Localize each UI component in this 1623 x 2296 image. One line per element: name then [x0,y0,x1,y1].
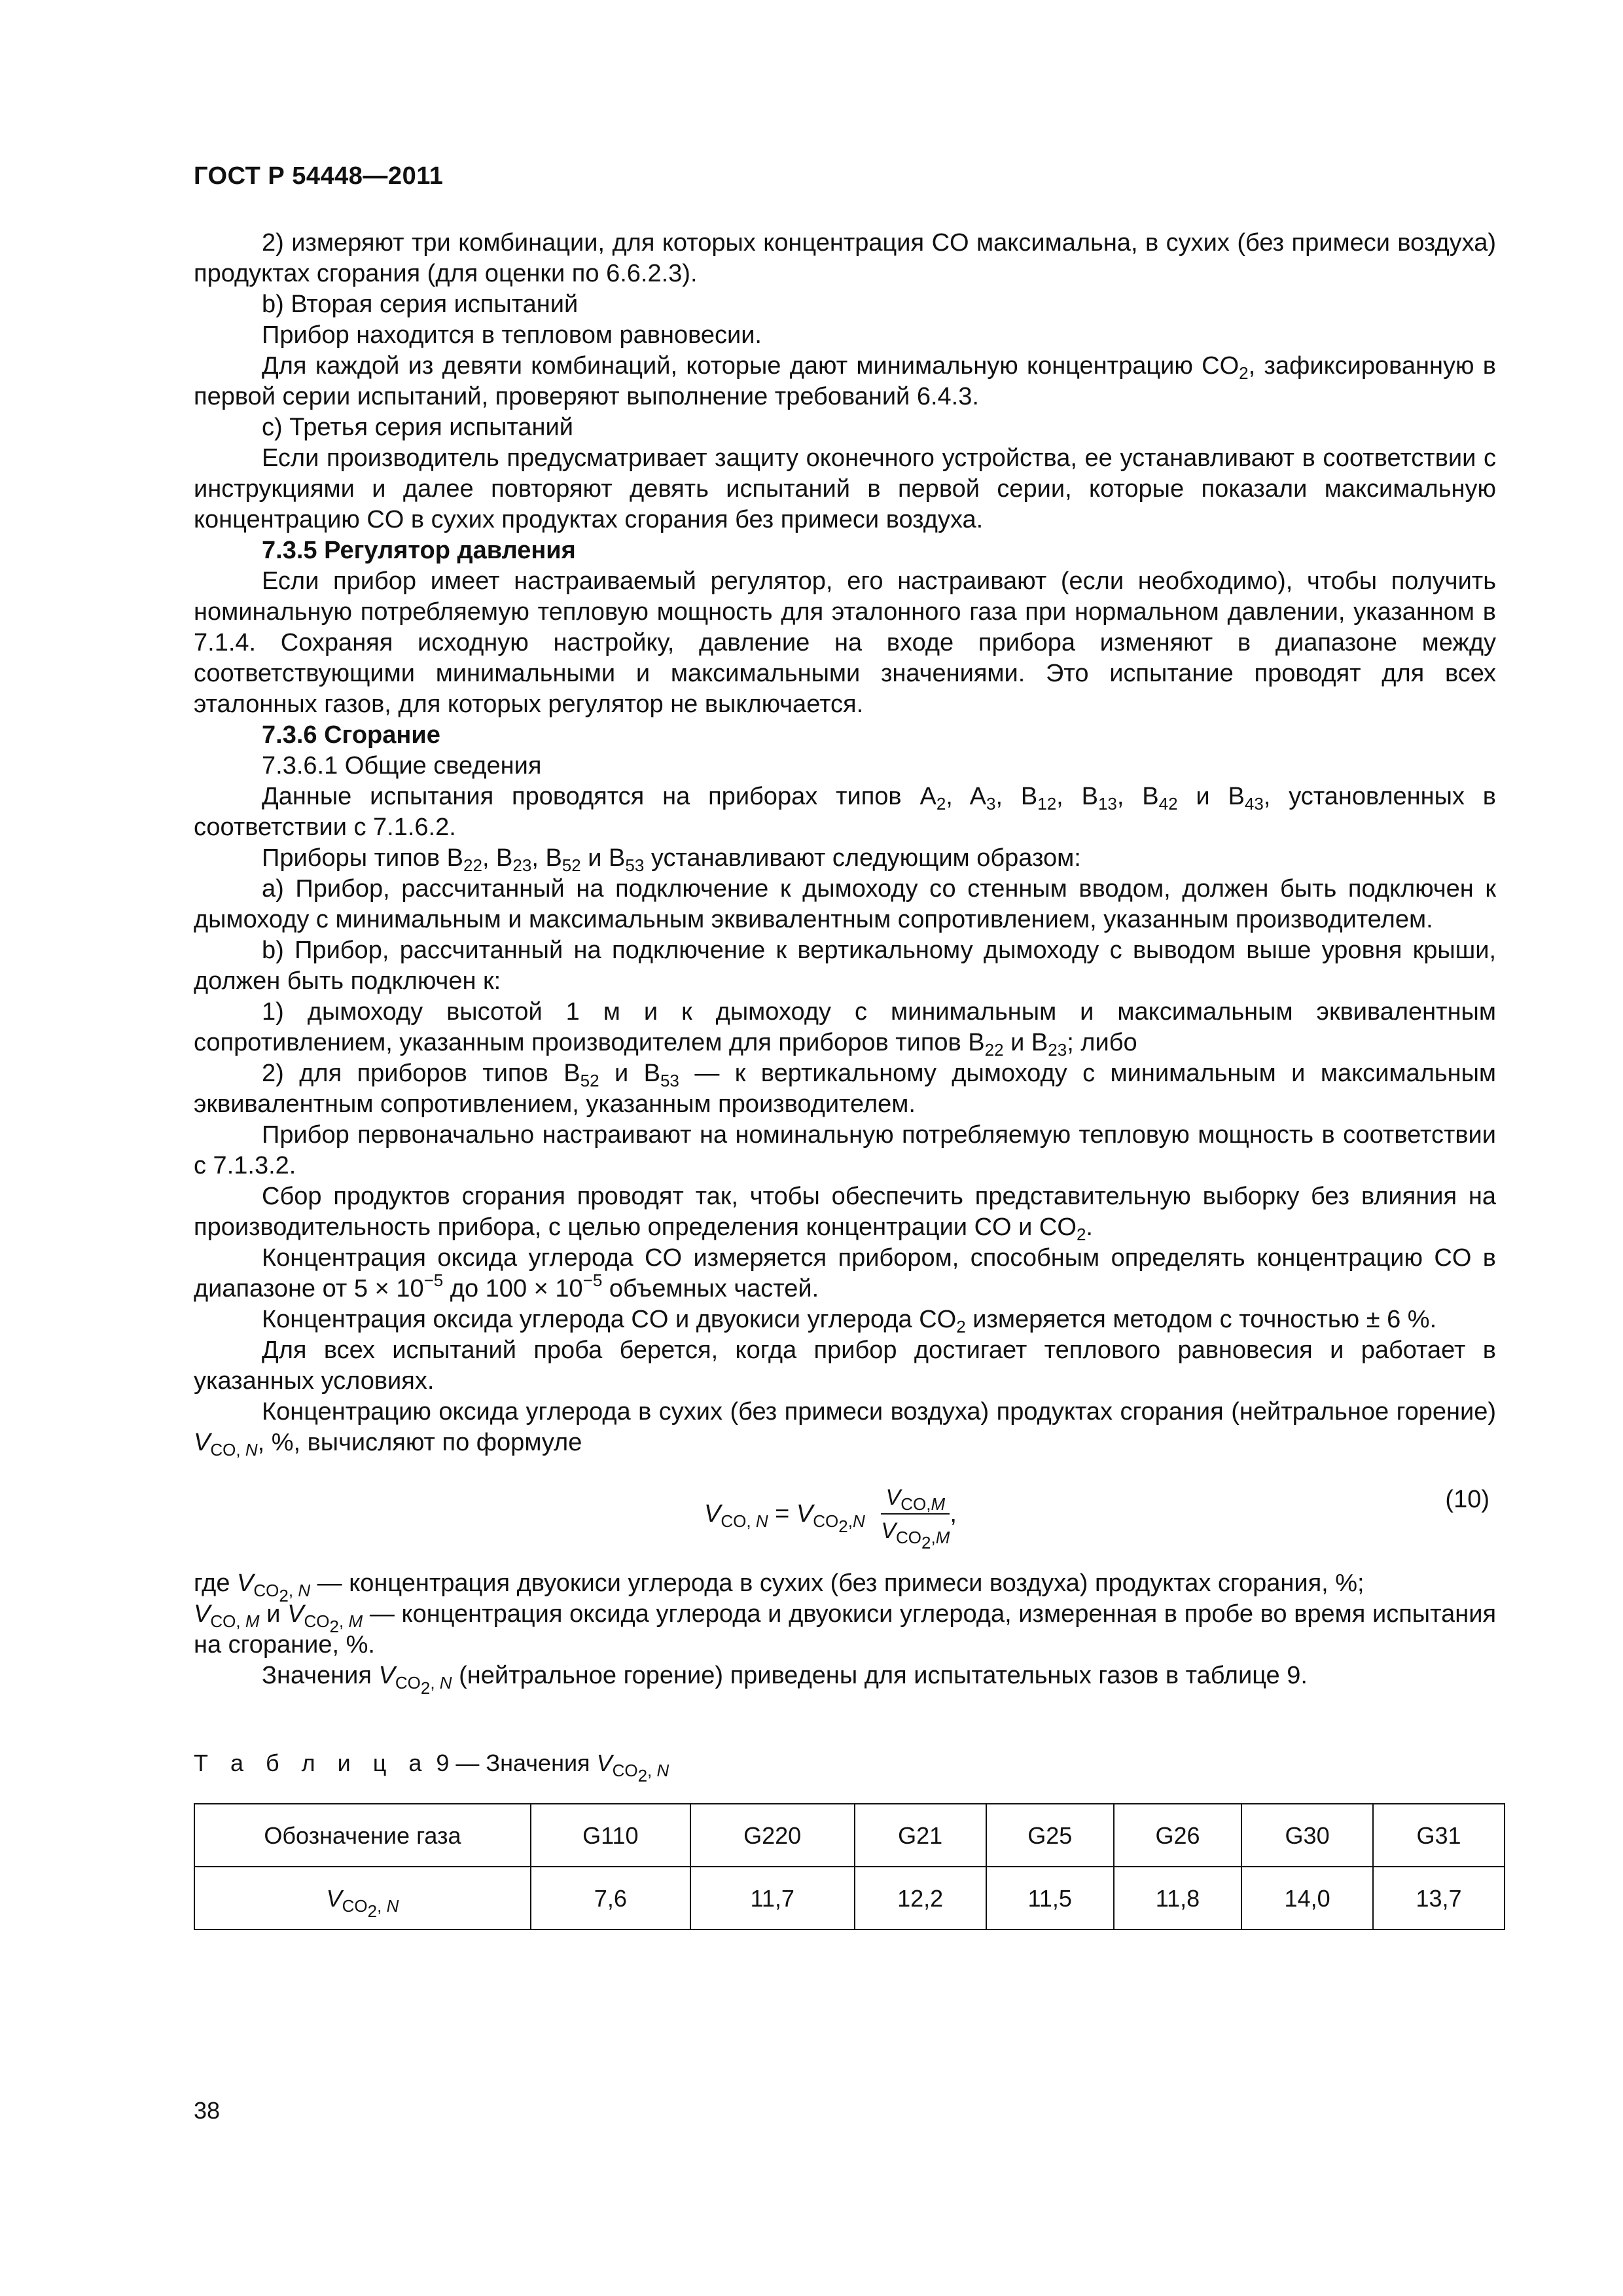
table-cell: G21 [855,1804,986,1867]
document-body [194,228,1496,1930]
table-cell: G220 [690,1804,855,1867]
paragraph: Если прибор имеет настраиваемый регулятор, его настраивают (если необходимо), чтобы получить номинальную потребляемую тепловую мощность для эталонного газа при нормальном давлении, указанном в 7.1.4. Сохраняя исходную настройку, давление на входе прибора изменяют в диапазоне между соответствующими минимальными и максимальными значениями. Это испытание проводят для всех эталонных газов, для которых регулятор не выключается. [194,567,1496,718]
paragraph: c) Третья серия испытаний [262,414,573,441]
paragraph: Значения $V_{CO_2, N}$ (нейтральное горение) приведены для испытательных газов в таблице 9. [262,1662,1308,1698]
table-cell: G25 [986,1804,1114,1867]
paragraph: 1) дымоходу высотой 1 м и к дымоходу с минимальным и максимальным эквивалентным сопротивлением, указанным производителем для приборов типов $B_{22}$ и $B_{23}$; либо [194,998,1496,1060]
paragraph: Концентрацию оксида углерода в сухих (без примеси воздуха) продуктах сгорания (нейтральное горение) $V_{CO, N}$, %, вычисляют по формуле [194,1398,1496,1460]
paragraph: Прибор первоначально настраивают на номинальную потребляемую тепловую мощность в соответствии с 7.1.3.2. [194,1121,1496,1179]
paragraph: 2) измеряют три комбинации, для которых концентрация CO максимальна, в сухих (без примеси воздуха) продуктах сгорания (для оценки по 6.6.2.3). [194,229,1496,287]
formula-number: (10) [1445,1486,1489,1513]
section-heading: 7.3.6 Сгорание [262,721,440,749]
table-cell: 11,8 [1114,1867,1241,1929]
paragraph: Прибор находится в тепловом равновесии. [262,321,762,349]
table-cell: 12,2 [855,1867,986,1929]
paragraph: 2) для приборов типов $B_{52}$ и $B_{53}$ — к вертикальному дымоходу с минимальным и максимальным эквивалентным сопротивлением, указанным производителем. [194,1060,1497,1118]
paragraph: b) Прибор, рассчитанный на подключение к вертикальному дымоходу с выводом выше уровня крыши, должен быть подключен к: [194,937,1496,995]
paragraph: Концентрация оксида углерода CO измеряется прибором, способным определять концентрацию CO в диапазоне от $5 \times 10^{-5}$ до $100 \times 10^{-5}$ объемных частей. [194,1244,1496,1302]
table-cell: G31 [1373,1804,1505,1867]
paragraph: где $V_{CO_2, N}$ — концентрация двуокиси углерода в сухих (без примеси воздуха) продуктах сгорания, %; [194,1570,1364,1605]
table-cell: 7,6 [531,1867,690,1929]
paragraph: Если производитель предусматривает защиту оконечного устройства, ее устанавливают в соответствии с инструкциями и далее повторяют девять испытаний в первой серии, которые показали максимальную концентрацию CO в сухих продуктах сгорания без примеси воздуха. [194,444,1496,533]
paragraph: a) Прибор, рассчитанный на подключение к дымоходу со стенным вводом, должен быть подключен к дымоходу с минимальным и максимальным эквивалентным сопротивлением, указанным производителем. [194,875,1496,933]
table-row [194,1804,1505,1867]
paragraph: Для каждой из девяти комбинаций, которые дают минимальную концентрацию $CO_2$, зафиксированную в первой серии испытаний, проверяют выполнение требований 6.4.3. [194,352,1496,410]
table-cell: G26 [1114,1804,1241,1867]
document-header: ГОСТ Р 54448—2011 [194,162,444,190]
table-cell: G110 [531,1804,690,1867]
table-cell: 14,0 [1241,1867,1373,1929]
table-caption: Т а б л и ц а 9 — Значения $V_{CO_2, N}$ [194,1749,669,1785]
table-row [194,1867,1505,1929]
table-cell: 11,5 [986,1867,1114,1929]
paragraph: $V_{CO, M}$ и $V_{CO_2, M}$ — концентрация оксида углерода и двуокиси углерода, измеренная в пробе во время испытания на сгорание, %. [194,1600,1497,1659]
table-cell: G30 [1241,1804,1373,1867]
paragraph: Концентрация оксида углерода CO и двуокиси углерода $CO_2$ измеряется методом с точностью ± 6 %. [262,1306,1437,1336]
table-cell: 13,7 [1373,1867,1505,1929]
paragraph: Сбор продуктов сгорания проводят так, чтобы обеспечить представительную выборку без влияния на производительность прибора, с целью определения концентрации CO и $CO_2$. [194,1183,1496,1244]
table-cell: Обозначение газа [194,1804,531,1867]
formula-10 [194,1470,1496,1568]
table-9 [194,1803,1505,1930]
paragraph: b) Вторая серия испытаний [262,291,579,318]
table-cell: 11,7 [690,1867,855,1929]
subsection-heading: 7.3.6.1 Общие сведения [262,752,542,780]
formula-fraction: $\frac{V_{CO,M}}{V_{CO_2,M}}$ [881,1483,950,1547]
paragraph: Данные испытания проводятся на приборах типов $A_2$, $A_3$, $B_{12}$, $B_{13}$, $B_{42}$ и $B_{43}$, установленных в соответствии с 7.1.6.2. [194,783,1496,841]
table-cell: $V_{CO_2, N}$ [194,1867,531,1929]
paragraph: Для всех испытаний проба берется, когда прибор достигает теплового равновесия и работает в указанных условиях. [194,1336,1496,1395]
formula-expression: $V_{CO, N} = V_{CO_2,N}$ $\frac{V_{CO,M}}{V_{CO_2,M}}$ , [704,1483,957,1547]
page-number: 38 [194,2097,221,2124]
paragraph: Приборы типов $B_{22}$, $B_{23}$, $B_{52}$ и $B_{53}$ устанавливают следующим образом: [262,844,1081,875]
section-heading: 7.3.5 Регулятор давления [262,537,576,564]
